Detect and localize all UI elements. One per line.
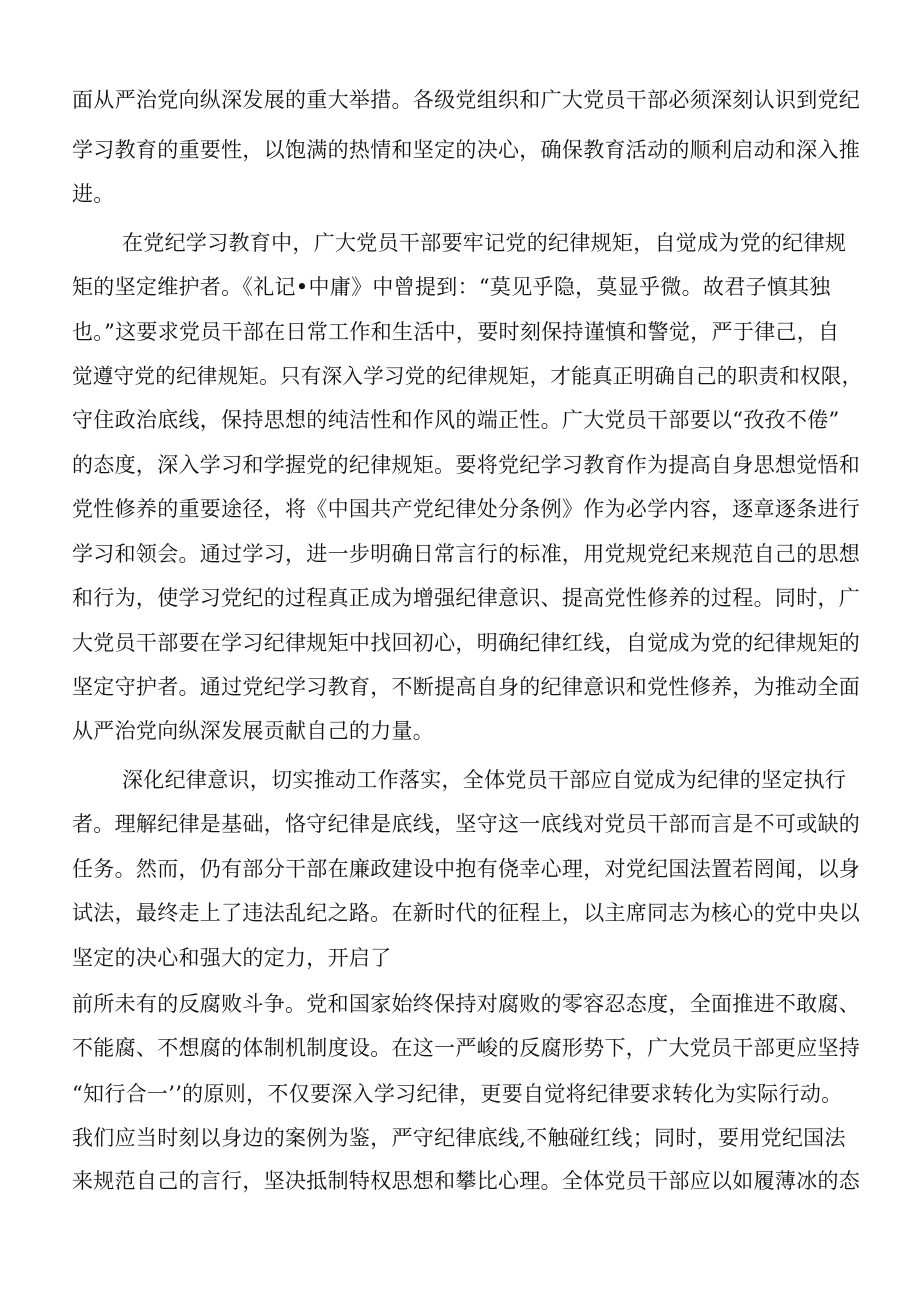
paragraph-line: 守住政治底线，保持思想的纯洁性和作风的端正性。广大党员干部要以“孜孜不倦” — [72, 408, 840, 432]
paragraph-line: “知行合一’’的原则，不仅要深入学习纪律，更要自觉将纪律要求转化为实际行动。 — [72, 1082, 843, 1106]
paragraph-line: 进。 — [72, 182, 115, 206]
paragraph-line: 从严治党向纵深发展贡献自己的力量。 — [72, 719, 435, 743]
paragraph-line: 学习教育的重要性，以饱满的热情和坚定的决心，确保教育活动的顺利启动和深入推 — [72, 138, 861, 162]
paragraph-line: 前所未有的反腐败斗争。党和国家始终保持对腐败的零容忍态度，全面推进不敢腐、 — [72, 992, 861, 1016]
paragraph-line: 和行为，使学习党纪的过程真正成为增强纪律意识、提高党性修养的过程。同时，广 — [72, 586, 861, 610]
paragraph-line: 学习和领会。通过学习，进一步明确日常言行的标准，用党规党纪来规范自己的思想 — [72, 542, 861, 566]
paragraph-line: 任务。然而，仍有部分干部在廉政建设中抱有侥幸心理，对党纪国法置若罔闻，以身 — [72, 857, 861, 881]
paragraph-line: 党性修养的重要途径，将《中国共产党纪律处分条例》作为必学内容，逐章逐条进行 — [72, 497, 861, 521]
paragraph-line: 深化纪律意识，切实推动工作落实，全体党员干部应自觉成为纪律的坚定执行 — [122, 768, 847, 792]
paragraph-line: 也。”这要求党员干部在日常工作和生活中，要时刻保持谨慎和警觉，严于律己，自 — [72, 320, 840, 344]
paragraph-line: 者。理解纪律是基础，恪守纪律是底线，坚守这一底线对党员干部而言是不可或缺的 — [72, 812, 861, 836]
paragraph-line: 来规范自己的言行，坚决抵制特权思想和攀比心理。全体党员干部应以如履薄冰的态 — [72, 1169, 861, 1193]
paragraph-line: 坚定守护者。通过党纪学习教育，不断提高自身的纪律意识和党性修养，为推动全面 — [72, 675, 861, 699]
paragraph-line: 面从严治党向纵深发展的重大举措。各级党组织和广大党员干部必须深刻认识到党纪 — [72, 88, 861, 112]
paragraph-line: 在党纪学习教育中，广大党员干部要牢记党的纪律规矩，自觉成为党的纪律规 — [122, 231, 847, 255]
paragraph-line: 试法，最终走上了违法乱纪之路。在新时代的征程上，以主席同志为核心的党中央以 — [72, 901, 861, 925]
paragraph-line: 觉遵守党的纪律规矩。只有深入学习党的纪律规矩，才能真正明确自己的职责和权限， — [72, 364, 863, 388]
paragraph-line: 我们应当时刻以身边的案例为鉴，严守纪律底线,不触碰红线；同时，要用党纪国法 — [72, 1126, 846, 1150]
paragraph-line: 矩的坚定维护者。《礼记•中庸》中曾提到：“莫见乎隐，莫显乎微。故君子慎其独 — [72, 275, 831, 299]
paragraph-line: 的态度，深入学习和学握党的纪律规矩。要将党纪学习教育作为提高自身思想觉悟和 — [72, 453, 861, 477]
paragraph-line: 不能腐、不想腐的体制机制度设。在这一严峻的反腐形势下，广大党员干部更应坚持 — [72, 1036, 861, 1060]
paragraph-line: 大党员干部要在学习纪律规矩中找回初心，明确纪律红线，自觉成为党的纪律规矩的 — [72, 631, 861, 655]
paragraph-line: 坚定的决心和强大的定力，开启了 — [72, 946, 392, 970]
